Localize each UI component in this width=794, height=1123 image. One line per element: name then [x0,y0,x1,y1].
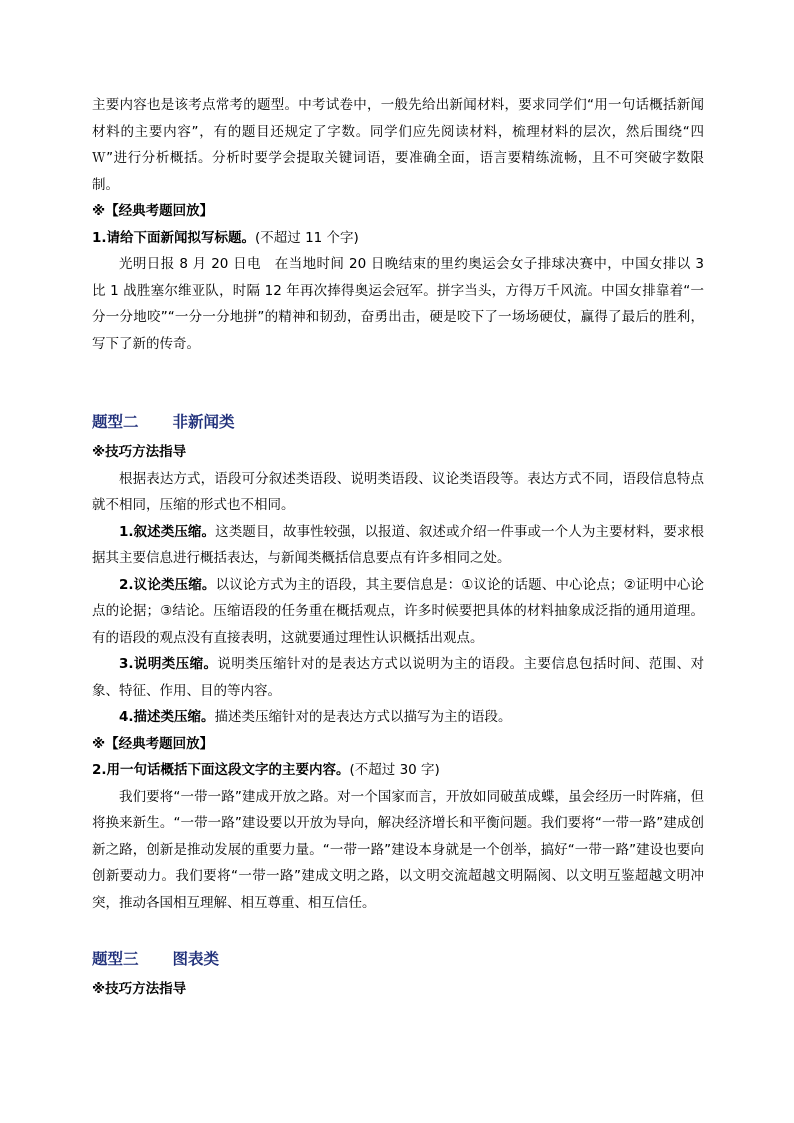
tip-item-text: 描述类压缩针对的是表达方式以描写为主的语段。 [214,709,512,725]
tip-item-text: 说明类压缩针对的是表达方式以说明为主的语段。主要信息包括时间、范围、对象、特征、作用、目的等内容。 [92,656,704,699]
tip-item [92,572,704,652]
question-1-text: 1.请给下面新闻拟写标题。 [92,229,256,246]
section-3-type-name: 图表类 [172,950,220,968]
question-2-note: (不超过 30 字) [349,762,440,778]
intro-paragraph: 主要内容也是该考点常考的题型。中考试卷中，一般先给出新闻材料，要求同学们“用一句话概括新闻材料的主要内容”，有的题目还规定了字数。同学们应先阅读材料，梳理材料的层次，然后围绕“四Ｗ”进行分析概括。分析时要学会提取关键词语，要准确全面，语言要精练流畅，且不可突破字数限制。 [92,97,704,193]
section-2-type-label: 题型二 [92,413,139,431]
review-label-1: ※【经典考题回放】 [92,203,214,219]
question-2-text: 2.用一句话概括下面这段文字的主要内容。 [92,762,350,778]
tip-item-text: 以议论方式为主的语段，其主要信息是：①议论的话题、中心论点；②证明中心论点的论据；③结论。压缩语段的任务重在概括观点，许多时候要把具体的材料抽象成泛指的通用道理。有的语段的观点没有直接表明，这就要通过理性认识概括出观点。 [92,576,704,646]
tips-label-2: ※技巧方法指导 [92,444,187,460]
question-1 [92,225,704,252]
tip-item-title: 1.叙述类压缩。 [119,523,216,540]
tip-item [92,651,704,704]
news-passage: 光明日报 8 月 20 日电 在当地时间 20 日晚结束的里约奥运会女子排球决赛中，中国女排以 3 比 1 战胜塞尔维亚队，时隔 12 年再次捧得奥运会冠军。拼字当头，方得万千风流。中国女排靠着“一分一分地咬”“一分一分地拼”的精神和韧劲，奋勇出击，硬是咬下了一场场硬仗，赢得了最后的胜利，写下了新的传奇。 [92,256,704,352]
section-heading-3 [92,946,704,972]
question-2 [92,757,704,784]
tips-label-3: ※技巧方法指导 [92,981,187,997]
tip-item [92,519,704,572]
document-page [92,92,704,1003]
tip-item-title: 3.说明类压缩。 [119,656,218,672]
belt-road-passage: 我们要将“一带一路”建成开放之路。对一个国家而言，开放如同破茧成蝶，虽会经历一时阵痛，但将换来新生。“一带一路”建设要以开放为导向，解决经济增长和平衡问题。我们要将“一带一路”建成创新之路，创新是推动发展的重要力量。“一带一路”建设本身就是一个创举，搞好“一带一路”建设也要向创新要动力。我们要将“一带一路”建成文明之路，以文明交流超越文明隔阂、以文明互鉴超越文明冲突，推动各国相互理解、相互尊重、相互信任。 [92,788,704,911]
review-label-2: ※【经典考题回放】 [92,735,214,752]
section-heading-2 [92,409,704,435]
tip-item-text: 这类题目，故事性较强，以报道、叙述或介绍一件事或一个人为主要材料，要求根据其主要信息进行概括表达，与新闻类概括信息要点有许多相同之处。 [92,523,704,566]
tip-item-title: 2.议论类压缩。 [119,576,216,593]
tips-intro-2: 根据表达方式，语段可分叙述类语段、说明类语段、议论类语段等。表达方式不同，语段信息特点就不相同，压缩的形式也不相同。 [92,470,704,513]
question-1-note: (不超过 11 个字) [255,229,359,246]
section-2-type-name: 非新闻类 [172,413,235,431]
tip-item [92,704,704,731]
tip-item-title: 4.描述类压缩。 [119,709,215,725]
section-3-type-label: 题型三 [92,950,139,968]
